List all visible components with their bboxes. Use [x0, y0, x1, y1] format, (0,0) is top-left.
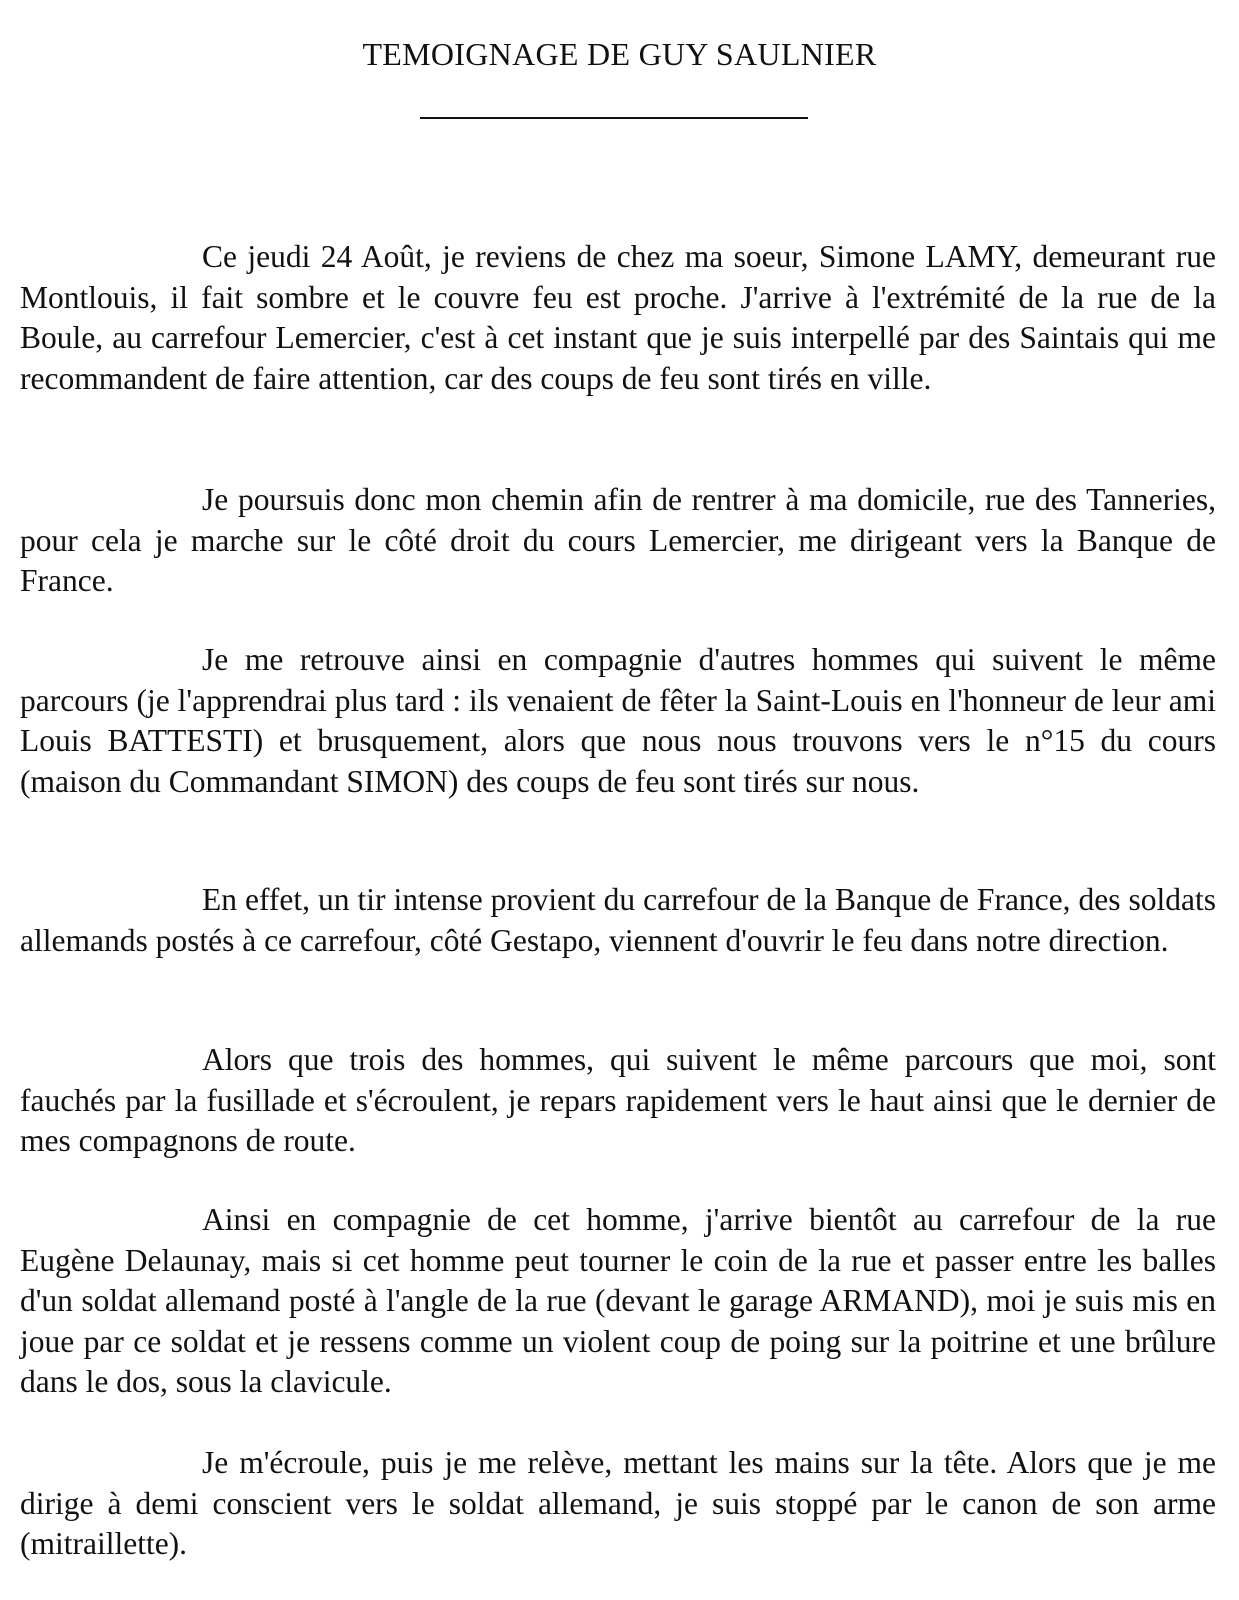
paragraph-6: Ainsi en compagnie de cet homme, j'arrive bientôt au carrefour de la rue Eugène Delaunay, mais si cet homme peut tourner le coin de la rue et passer entre les balles d'un soldat allemand posté à l'angle de la rue (devant le garage ARMAND), moi je suis mis en joue par ce soldat et je ressens comme un violent coup de poing sur la poitrine et une brûlure dans le dos, sous la clavicule.: [20, 1202, 1216, 1399]
paragraph-7: Je m'écroule, puis je me relève, mettant les mains sur la tête. Alors que je me dirige à demi conscient vers le soldat allemand, je suis stoppé par le canon de son arme (mitraillette).: [20, 1445, 1216, 1561]
paragraph-3: Je me retrouve ainsi en compagnie d'autres hommes qui suivent le même parcours (je l'apprendrai plus tard : ils venaient de fêter la Saint-Louis en l'honneur de leur ami Louis BATTESTI) et brusquement, alors que nous nous trouvons vers le n°15 du cours (maison du Commandant SIMON) des coups de feu sont tirés sur nous.: [20, 642, 1216, 799]
paragraph-4: En effet, un tir intense provient du carrefour de la Banque de France, des soldats allemands postés à ce carrefour, côté Gestapo, viennent d'ouvrir le feu dans notre direction.: [20, 882, 1216, 958]
document-title: TEMOIGNAGE DE GUY SAULNIER: [362, 36, 877, 72]
paragraph-5: Alors que trois des hommes, qui suivent le même parcours que moi, sont fauchés par la fusillade et s'écroulent, je repars rapidement vers le haut ainsi que le dernier de mes compagnons de route.: [20, 1042, 1216, 1158]
paragraph-1: Ce jeudi 24 Août, je reviens de chez ma soeur, Simone LAMY, demeurant rue Montlouis, il fait sombre et le couvre feu est proche. J'arrive à l'extrémité de la rue de la Boule, au carrefour Lemercier, c'est à cet instant que je suis interpellé par des Saintais qui me recommandent de faire attention, car des coups de feu sont tirés en ville.: [20, 239, 1216, 396]
paragraph-2: Je poursuis donc mon chemin afin de rentrer à ma domicile, rue des Tanneries, pour cela je marche sur le côté droit du cours Lemercier, me dirigeant vers la Banque de France.: [20, 482, 1216, 598]
title-underline: [420, 117, 808, 119]
